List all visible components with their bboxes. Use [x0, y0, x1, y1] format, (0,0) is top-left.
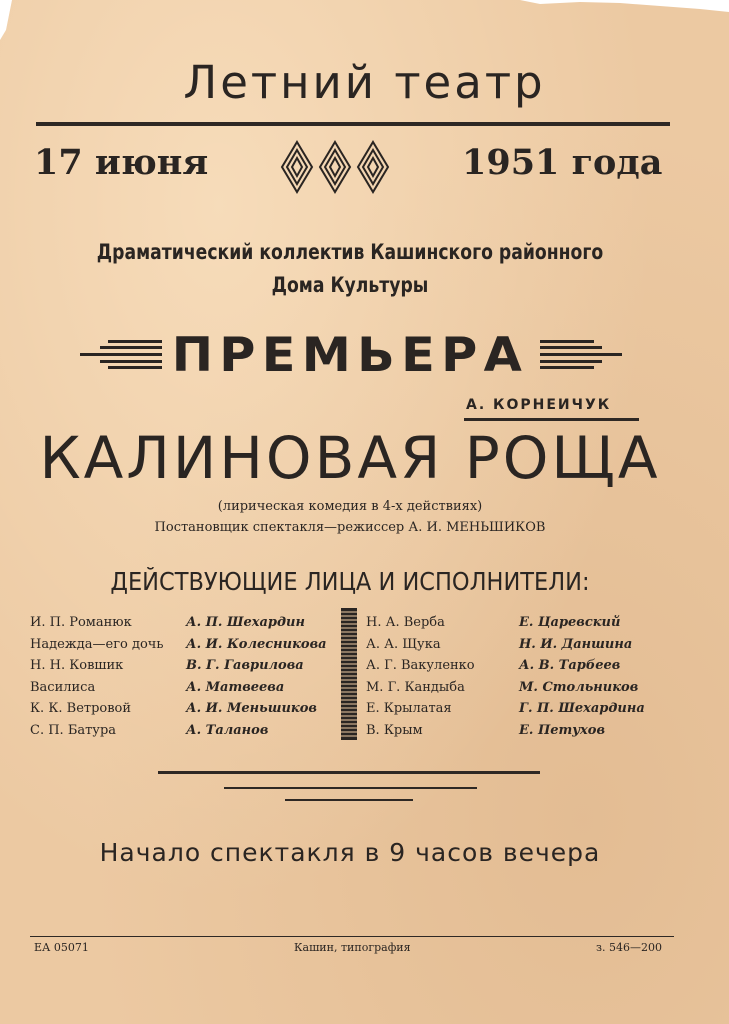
- play-genre: (лирическая комедия в 4-х действиях): [217, 499, 483, 514]
- cast-role: Василиса: [30, 679, 96, 695]
- cast-role: Н. А. Верба: [366, 615, 445, 630]
- torn-corner: [0, 0, 729, 40]
- cast-role: Надежда—его дочь: [30, 636, 164, 652]
- cast-actor: А. И. Меньшиков: [186, 701, 317, 716]
- organizer-line-2: Дома Культуры: [271, 273, 429, 297]
- start-time: Начало спектакля в 9 часов вечера: [99, 838, 601, 867]
- cast-role: В. Крым: [366, 722, 423, 738]
- footer-code: ЕА 05071: [34, 941, 89, 954]
- cast-actor: А. П. Шехардин: [186, 615, 305, 630]
- cast-right-roles: [366, 612, 475, 741]
- footer-order: з. 546—200: [596, 941, 662, 954]
- cast-actor: А. Матвеева: [186, 679, 285, 695]
- cast-rule-1: [158, 771, 540, 774]
- cast-rule-2: [224, 787, 477, 789]
- cast-role: К. К. Ветровой: [30, 701, 132, 716]
- cast-actor: А. Таланов: [186, 722, 269, 738]
- cast-left-roles: [30, 612, 163, 741]
- cast-role: Е. Крылатая: [366, 701, 452, 716]
- premiere-label: ПРЕМЬЕРА: [171, 328, 529, 383]
- cast-role: И. П. Романюк: [30, 615, 132, 630]
- cast-right-actors: [519, 612, 645, 741]
- cast-actor: А. И. Колесникова: [186, 636, 327, 652]
- cast-role: С. П. Батура: [30, 722, 117, 738]
- premiere-right-lines: [540, 336, 630, 372]
- theatre-title: Летний театр: [183, 56, 546, 109]
- cast-divider: [341, 608, 357, 740]
- cast-role: М. Г. Кандыба: [366, 679, 465, 695]
- diamond-ornament: [280, 140, 400, 194]
- cast-actor: Е. Царевский: [519, 615, 621, 630]
- cast-rule-3: [285, 799, 413, 801]
- cast-role: А. А. Щука: [366, 636, 441, 652]
- cast-heading: ДЕЙСТВУЮЩИЕ ЛИЦА И ИСПОЛНИТЕЛИ:: [110, 567, 590, 596]
- footer-printer: Кашин, типография: [294, 941, 411, 954]
- cast-left-actors: [186, 612, 327, 741]
- cast-actor: А. В. Тарбеев: [519, 658, 621, 673]
- header-rule: [36, 122, 670, 126]
- cast-actor: В. Г. Гаврилова: [186, 658, 304, 673]
- cast-actor: Г. П. Шехардина: [519, 701, 645, 716]
- cast-actor: М. Стольников: [519, 679, 639, 695]
- performance-date: 17 июня: [34, 142, 209, 183]
- cast-actor: Е. Петухов: [519, 722, 606, 738]
- cast-actor: Н. И. Даншина: [519, 636, 633, 652]
- footer-rule: [30, 936, 674, 937]
- play-director: Постановщик спектакля—режиссер А. И. МЕНЬШИКОВ: [154, 520, 546, 535]
- play-author: А. КОРНЕИЧУК: [466, 397, 612, 413]
- organizer: [63, 236, 637, 302]
- performance-year: 1951 года: [462, 142, 663, 183]
- organizer-line-1: Драматический коллектив Кашинского районного: [96, 240, 604, 264]
- author-rule: [464, 418, 639, 421]
- cast-role: Н. Н. Ковшик: [30, 658, 124, 673]
- play-title: КАЛИНОВАЯ РОЩА: [39, 424, 661, 492]
- cast-role: А. Г. Вакуленко: [366, 658, 475, 673]
